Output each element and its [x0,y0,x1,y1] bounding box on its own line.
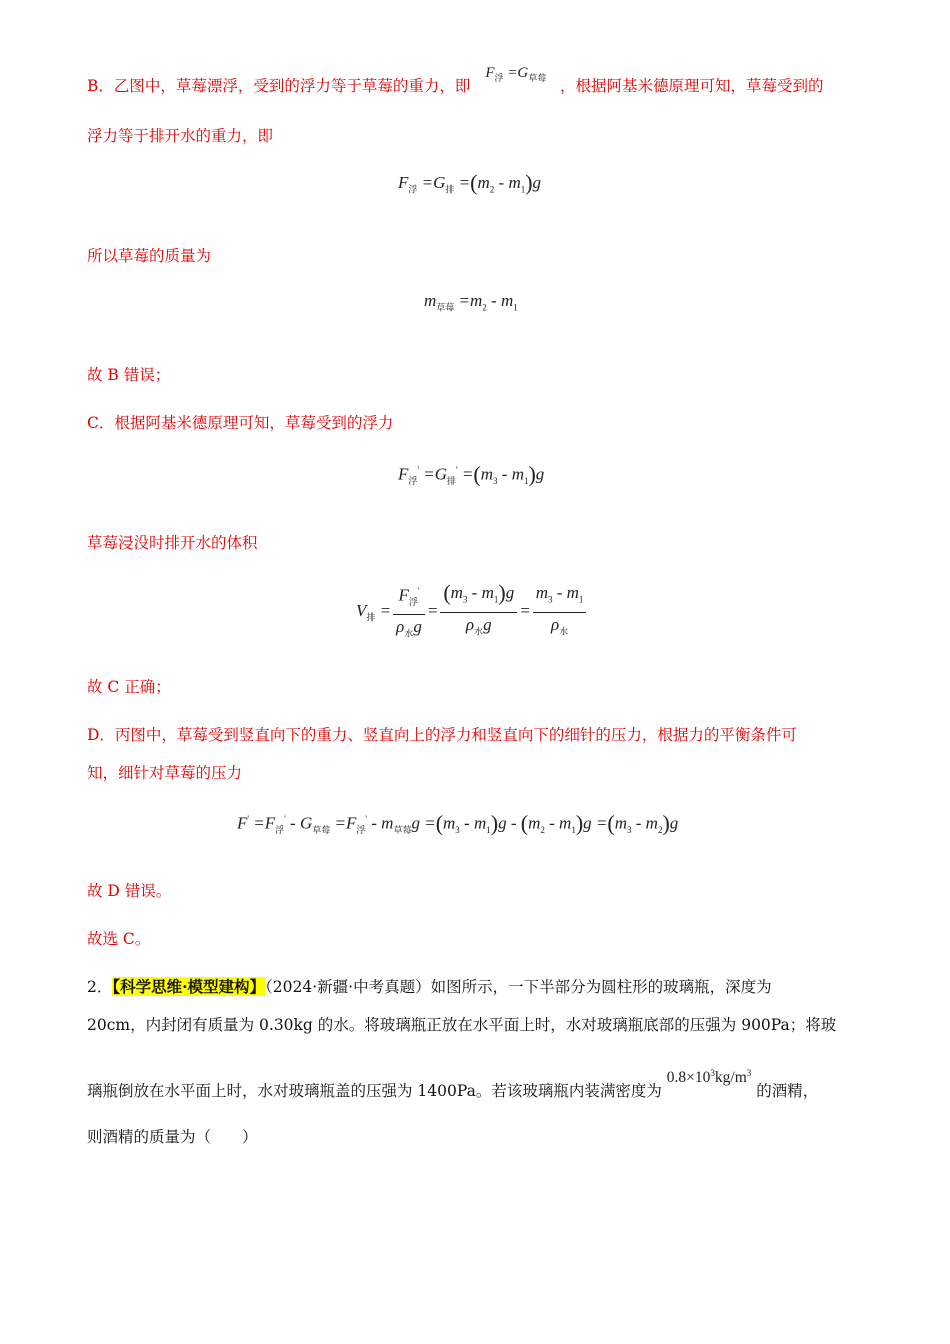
question-text-1: 如图所示，一下半部分为圆柱形的玻璃瓶，深度为 [430,978,772,996]
question-text-3b: 的酒精， [756,1082,819,1101]
formula-buoyancy-1: $F_浮 =G_排 =(m_2 - m_1)g$ [398,170,542,195]
final-answer: 故选 C。 [87,930,151,948]
formula-needle-force: $F' =F_浮' - G_{草莓} =F_浮' - m_{草莓}g =(m_3 - m_1)g - (m_2 - m_1)g =(m_3 - m_2)g$ [237,810,679,836]
formula-volume: $V_排$ = $\frac{F_浮'}{\rho_水g}$ = $\frac{(m_3 - m_1)g}{\rho_水g}$ = $\frac{m_3 - m_1}{\rho_水}$ [356,580,588,644]
question2-line4: 则酒精的质量为（ ） [87,1128,258,1146]
question2-line1 [87,977,772,997]
b-statement-line1 [87,65,824,102]
question-source: （2024·新疆·中考真题） [265,978,431,996]
b-conclusion: 故 B 错误； [87,366,171,384]
formula-buoyancy-2: $F_浮' =G_排' =(m_3 - m_1)g$ [398,461,545,487]
c-statement-line1: C．根据阿基米德原理可知，草莓受到的浮力 [87,414,394,432]
d-statement-line1: D．丙图中，草莓受到竖直向下的重力、竖直向上的浮力和竖直向下的细针的压力，根据力的平衡条件可 [87,726,797,744]
d-statement-line2: 知，细针对草莓的压力 [87,764,243,782]
b-text-post: ，根据阿基米德原理可知，草莓受到的 [560,77,824,95]
b-statement-line3: 所以草莓的质量为 [87,247,212,265]
question2-line2: 20cm，内封闭有质量为 0.30kg 的水。将玻璃瓶正放在水平面上时，水对玻璃瓶底部的压强为 900Pa；将玻 [87,1016,837,1034]
question-tag: 【科学思维·模型建构】 [112,977,266,996]
question-text-3: 璃瓶倒放在水平面上时，水对玻璃瓶盖的压强为 1400Pa。若该玻璃瓶内装满密度为 [87,1082,662,1101]
formula-strawberry-mass: $m_{草莓} =m_2 - m_1$ [424,291,518,313]
b-statement-line2: 浮力等于排开水的重力，即 [87,127,274,145]
density-value: $0.8\times 10^3kg/m^3$ [666,1068,752,1087]
question2-line3 [87,1068,819,1102]
c-statement-line2: 草莓浸没时排开水的体积 [87,534,258,552]
b-text-pre: B．乙图中，草莓漂浮，受到的浮力等于草莓的重力，即 [87,77,471,95]
d-conclusion: 故 D 错误。 [87,882,172,900]
b-inline-formula: $F_浮 =G_{草莓}$ [485,65,547,83]
question-number: 2． [87,978,113,996]
c-conclusion: 故 C 正确； [87,678,171,696]
